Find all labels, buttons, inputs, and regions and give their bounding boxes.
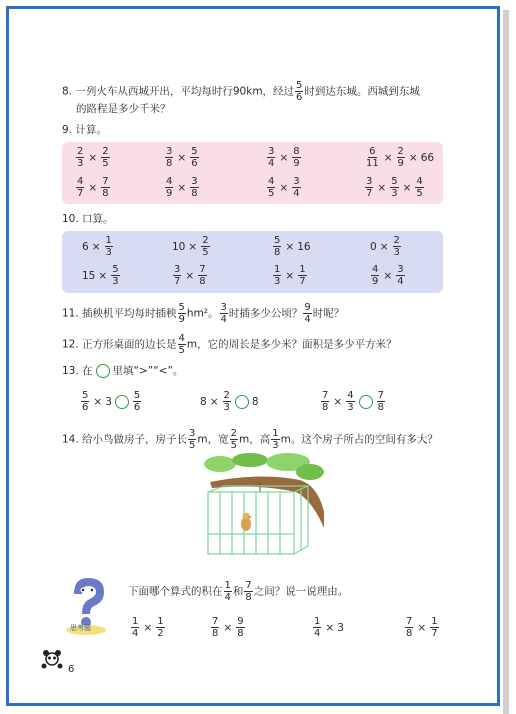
q13-compare-3: $\frac{7}{8}$ × $\frac{4}{3}$ $\frac{7}{8}$ [322, 390, 384, 413]
q9-expr-2: $\frac{3}{8}$ × $\frac{5}{6}$ [166, 146, 198, 169]
q13-title: 13. 在 里填“>”“<”。 [62, 365, 184, 377]
think-option-3: $\frac{1}{4}$ × 3 [314, 616, 344, 639]
q10-expr-8: $\frac{4}{9}$ × $\frac{3}{4}$ [372, 264, 404, 287]
q8-fraction: $\frac{5}{6}$ [296, 80, 303, 103]
cage-icon [208, 486, 308, 554]
q10-expr-2: 10 × $\frac{2}{5}$ [172, 235, 209, 258]
compare-circle-3[interactable] [359, 395, 373, 409]
q10-title: 10. 口算。 [62, 213, 114, 225]
answer-circle-icon [96, 364, 110, 378]
q13-compare-1: $\frac{5}{6}$ × 3 $\frac{5}{6}$ [82, 390, 141, 413]
leaves-icon [204, 453, 324, 480]
birdcage-illustration [200, 452, 326, 562]
q9-title: 9. 计算。 [62, 124, 107, 136]
q10-expr-6: $\frac{3}{7}$ × $\frac{7}{8}$ [174, 264, 206, 287]
q9-expr-8: $\frac{3}{7}$ × $\frac{5}{3}$ × $\frac{4}{5}$ [366, 176, 423, 199]
q9-expr-4: $\frac{6}{11}$ × $\frac{2}{9}$ × 66 [366, 146, 435, 169]
think-option-4: $\frac{7}{8}$ × $\frac{1}{7}$ [406, 616, 438, 639]
q10-expr-4: 0 × $\frac{2}{3}$ [370, 235, 400, 258]
q9-expr-5: $\frac{4}{7}$ × $\frac{7}{8}$ [77, 176, 109, 199]
q8-text-b: 时到达东城。西城到东城 [304, 85, 420, 98]
question-11: 11. 插秧机平均每时插秧 $\frac{5}{9}$ hm²。 $\frac{3}{4}$ 时插多少公顷？ $\frac{9}{4}$ 时呢？ [62, 302, 345, 325]
q10-expr-7: $\frac{1}{3}$ × $\frac{1}{7}$ [274, 264, 306, 287]
think-option-1: $\frac{1}{4}$ × $\frac{1}{2}$ [132, 616, 164, 639]
think-question: 下面哪个算式的积在 $\frac{1}{4}$ 和 $\frac{7}{8}$ 之间？说一说理由。 [128, 580, 349, 603]
q9-expr-3: $\frac{3}{4}$ × $\frac{8}{9}$ [268, 146, 300, 169]
q9-expr-6: $\frac{4}{9}$ × $\frac{3}{8}$ [166, 176, 198, 199]
question-14: 14. 给小鸟做房子，房子长 $\frac{3}{5}$ m，宽 $\frac{2}{5}$ m，高 $\frac{1}{3}$ m。这个房子所占的空间有多大？ [62, 428, 438, 451]
q10-expr-3: $\frac{5}{8}$ × 16 [274, 235, 311, 258]
q8-text-c: 的路程是多少千米？ [76, 103, 171, 115]
question-12: 12. 正方形桌面的边长是 $\frac{4}{5}$ m，它的周长是多少米？面积是多少平方米？ [62, 333, 397, 356]
compare-circle-1[interactable] [115, 395, 129, 409]
q13-compare-2: 8 × $\frac{2}{3}$ 8 [200, 390, 259, 413]
q8-number: 8. [62, 85, 73, 98]
q8-text-a: 一列火车从西城开出，平均每时行90km，经过 [75, 85, 295, 98]
panda-icon [40, 648, 64, 670]
page-shadow [503, 10, 509, 714]
q10-expr-5: 15 × $\frac{5}{3}$ [82, 264, 119, 287]
page-number: 6 [68, 664, 75, 675]
think-option-2: $\frac{7}{8}$ × $\frac{9}{8}$ [212, 616, 244, 639]
q9-expr-1: $\frac{2}{3}$ × $\frac{2}{5}$ [77, 146, 109, 169]
compare-circle-2[interactable] [235, 395, 249, 409]
q9-expr-7: $\frac{4}{5}$ × $\frac{3}{4}$ [268, 176, 300, 199]
branch-icon [210, 476, 324, 528]
think-badge: 思考题 [70, 624, 91, 632]
q10-expr-1: 6 × $\frac{1}{3}$ [82, 235, 112, 258]
question-8 [62, 80, 420, 103]
bird-icon [241, 513, 252, 532]
